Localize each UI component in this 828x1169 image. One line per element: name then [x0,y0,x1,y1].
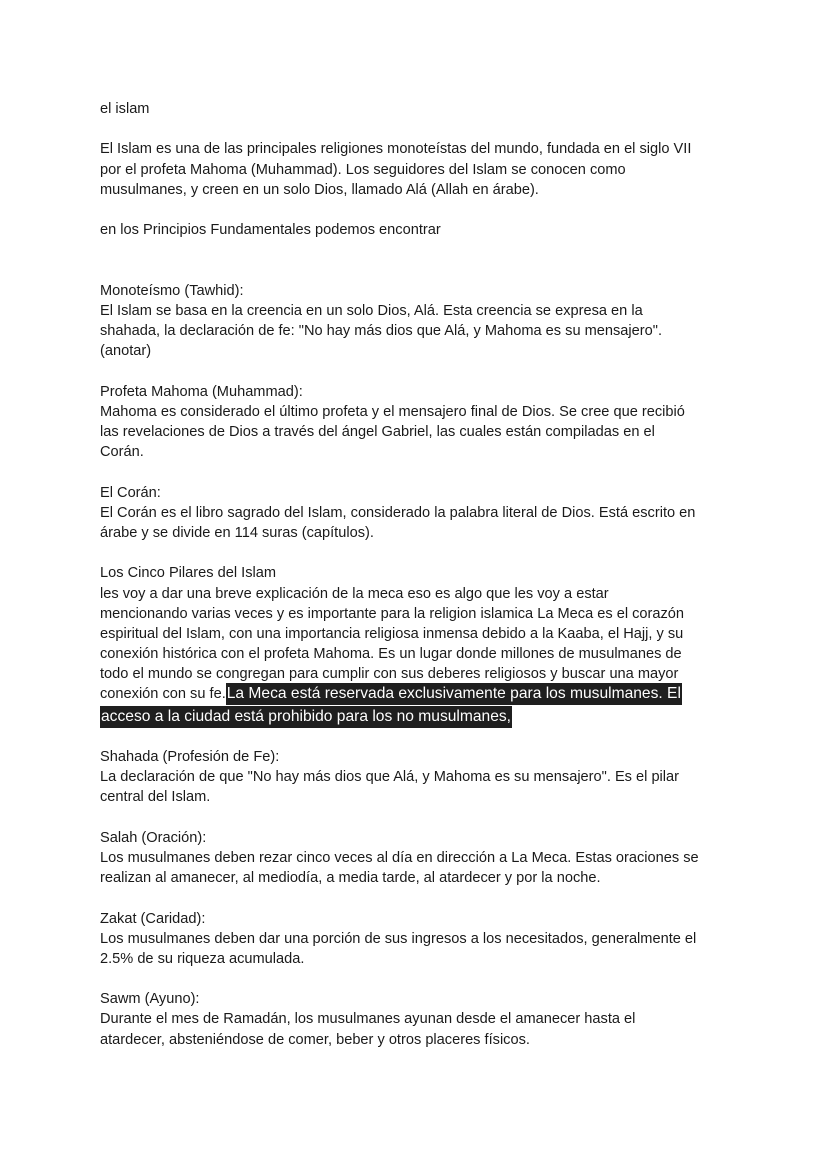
section-heading: Monoteísmo (Tawhid): [100,282,244,299]
document-title: el islam [100,101,150,117]
paragraph-line: Durante el mes de Ramadán, los musulmanes ayunan desde el amanecer hasta el [100,1011,636,1028]
section-heading: Shahada (Profesión de Fe): [100,749,280,766]
paragraph-line: espiritual del Islam, con una importancia religiosa inmensa debido a la Kaaba, el Hajj, y su [100,625,684,642]
paragraph-line: Corán. [100,444,144,461]
paragraph-line: por el profeta Mahoma (Muhammad). Los seguidores del Islam se conocen como [100,161,626,178]
section-profeta [100,382,740,463]
paragraph-line: todo el mundo se congregan para cumplir con sus deberes religiosos y buscar una mayor [100,666,679,683]
paragraph-line: mencionando varias veces y es importante para la religion islamica La Meca es el corazón [100,605,685,622]
section-heading: Salah (Oración): [100,829,207,846]
paragraph-line: (anotar) [100,343,152,360]
paragraph-line: 2.5% de su riqueza acumulada. [100,950,305,967]
highlighted-text[interactable]: La Meca está reservada exclusivamente para los musulmanes. El [226,683,682,705]
plain-text: conexión con su fe. [100,686,226,703]
highlighted-text[interactable]: acceso a la ciudad está prohibido para los no musulmanes, [100,706,512,728]
paragraph-line [100,707,740,727]
paragraph-line: árabe y se divide en 114 suras (capítulos). [100,524,374,541]
paragraph-line: Mahoma es considerado el último profeta y el mensajero final de Dios. Se cree que recibió [100,403,685,420]
section-heading: Zakat (Caridad): [100,910,206,927]
section-shahada [100,747,740,808]
section-heading: Profeta Mahoma (Muhammad): [100,383,303,400]
section-heading: El Corán: [100,484,161,501]
paragraph-line: las revelaciones de Dios a través del ángel Gabriel, las cuales están compiladas en el [100,424,655,441]
paragraph-line: shahada, la declaración de fe: "No hay más dios que Alá, y Mahoma es su mensajero". [100,323,662,340]
paragraph-line: Los musulmanes deben dar una porción de sus ingresos a los necesitados, generalmente el [100,930,697,947]
section-coran [100,483,740,544]
section-sawm [100,989,740,1050]
paragraph-line: central del Islam. [100,789,211,806]
section-salah [100,828,740,889]
paragraph-line: atardecer, absteniéndose de comer, beber y otros placeres físicos. [100,1031,530,1048]
section-heading: Sawm (Ayuno): [100,991,200,1008]
paragraph-line: musulmanes, y creen en un solo Dios, llamado Alá (Allah en árabe). [100,181,539,198]
paragraph-line: conexión histórica con el profeta Mahoma. Es un lugar donde millones de musulmanes de [100,646,682,663]
paragraph-line: El Islam se basa en la creencia en un solo Dios, Alá. Esta creencia se expresa en la [100,302,643,319]
section-tawhid [100,281,740,362]
paragraph-line: El Islam es una de las principales religiones monoteístas del mundo, fundada en el siglo VII [100,141,692,158]
section-pilares [100,563,740,727]
paragraph-line: La declaración de que "No hay más dios que Alá, y Mahoma es su mensajero". Es el pilar [100,769,680,786]
paragraph-line [100,684,740,704]
section-zakat [100,909,740,970]
paragraph-line: El Corán es el libro sagrado del Islam, considerado la palabra literal de Dios. Está escrito en [100,504,696,521]
paragraph-line: Los musulmanes deben rezar cinco veces al día en dirección a La Meca. Estas oraciones se [100,849,699,866]
principles-intro: en los Principios Fundamentales podemos encontrar [100,222,441,239]
document-page [100,99,740,1050]
section-heading: Los Cinco Pilares del Islam [100,565,277,582]
intro-paragraph [100,139,740,200]
paragraph-line: realizan al amanecer, al mediodía, a media tarde, al atardecer y por la noche. [100,870,601,887]
paragraph-line: les voy a dar una breve explicación de la meca eso es algo que les voy a estar [100,585,609,602]
